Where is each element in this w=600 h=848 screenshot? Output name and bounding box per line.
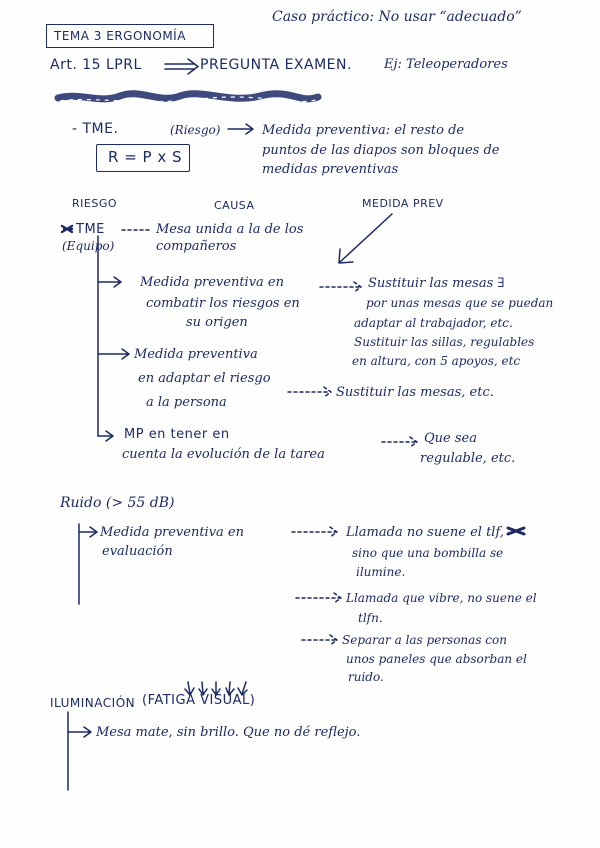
equipment-cause-line: Mesa unida a la de los [156, 222, 304, 237]
noise-measure-line: Medida preventiva en [100, 525, 245, 540]
tme-heading-suffix: (Riesgo) [170, 123, 221, 137]
arrow-right-icon [228, 124, 253, 134]
branch-result-line: Sustituir las sillas, regulables [354, 335, 535, 349]
noise-heading: Ruido (> 55 dB) [60, 495, 175, 511]
risk-formula: R = P x S [108, 148, 183, 166]
noise-result-line: Separar a las personas con [342, 633, 507, 647]
arrow-diagonal-icon [339, 214, 392, 263]
tme-measure-line: Medida preventiva: el resto de [262, 123, 465, 138]
column-header-measure: MEDIDA PREV [362, 197, 444, 210]
branch-arrow-icon [98, 277, 121, 287]
scribble-icon [62, 226, 72, 232]
dotted-arrow-icon [296, 593, 341, 603]
lighting-subheading: (FATIGA VISUAL) [142, 693, 256, 708]
branch-arrow-icon [68, 727, 91, 737]
dotted-arrow-icon [302, 635, 337, 645]
lighting-item: Mesa mate, sin brillo. Que no dé reflejo. [96, 725, 361, 740]
branch-arrow-icon [98, 349, 129, 359]
branch-result-line: adaptar al trabajador, etc. [354, 316, 513, 330]
branch-result-line: Sustituir las mesas, etc. [336, 385, 494, 400]
branch-label-line: en adaptar el riesgo [138, 371, 271, 386]
equipment-cause-line: compañeros [156, 239, 237, 254]
branch-result-line: por unas mesas que se puedan [366, 296, 554, 310]
case-note: Caso práctico: No usar “adecuado” [272, 9, 522, 25]
exam-question-label: PREGUNTA EXAMEN. [200, 57, 352, 73]
noise-result-line: sino que una bombilla se [352, 546, 504, 560]
branch-result-line: Que sea [424, 431, 477, 446]
noise-result-line: Llamada que vibre, no suene el [346, 591, 537, 605]
branch-label-line: su origen [186, 315, 248, 330]
noise-result-line: ruido. [348, 670, 384, 684]
branch-result-line: en altura, con 5 apoyos, etc [352, 354, 521, 368]
lighting-heading: ILUMINACIÓN [50, 696, 136, 710]
branch-label-line: Medida preventiva en [140, 275, 285, 290]
branch-label-line: combatir los riesgos en [146, 296, 300, 311]
equipment-risk: TME [76, 222, 105, 237]
branch-label-line: a la persona [146, 395, 227, 410]
dotted-arrow-icon [320, 282, 361, 292]
branch-arrow-icon [79, 527, 97, 537]
noise-measure-line: evaluación [102, 544, 173, 559]
branch-result-line: regulable, etc. [420, 451, 516, 466]
noise-result-line: unos paneles que absorban el [346, 652, 527, 666]
branch-result-line: Sustituir las mesas ∃ [368, 276, 505, 291]
branch-label-line: cuenta la evolución de la tarea [122, 447, 325, 462]
article-ref: Art. 15 LPRL [50, 57, 142, 73]
dotted-arrow-icon [288, 387, 331, 397]
tme-heading: - TME. [72, 121, 119, 137]
branch-label-line: Medida preventiva [134, 347, 258, 362]
page-title: TEMA 3 ERGONOMÍA [54, 29, 186, 43]
tme-measure-line: puntos de las diapos son bloques de [262, 143, 500, 158]
scribble-icon [508, 528, 524, 534]
double-arrow-icon [165, 59, 198, 74]
equipment-risk-label: (Equipo) [62, 239, 115, 253]
example-note: Ej: Teleoperadores [384, 57, 508, 72]
column-header-risk: RIESGO [72, 197, 118, 210]
noise-result-line: ilumine. [356, 565, 406, 579]
branch-label-line: MP en tener en [124, 427, 230, 442]
noise-result-line: Llamada no suene el tlf, [346, 525, 504, 540]
noise-result-line: tlfn. [358, 611, 383, 625]
scribble-icon [58, 94, 318, 102]
dotted-arrow-icon [292, 527, 337, 537]
tme-measure-line: medidas preventivas [262, 162, 399, 177]
branch-arrow-icon [98, 431, 113, 441]
column-header-cause: CAUSA [214, 199, 255, 212]
dotted-arrow-icon [382, 437, 417, 447]
